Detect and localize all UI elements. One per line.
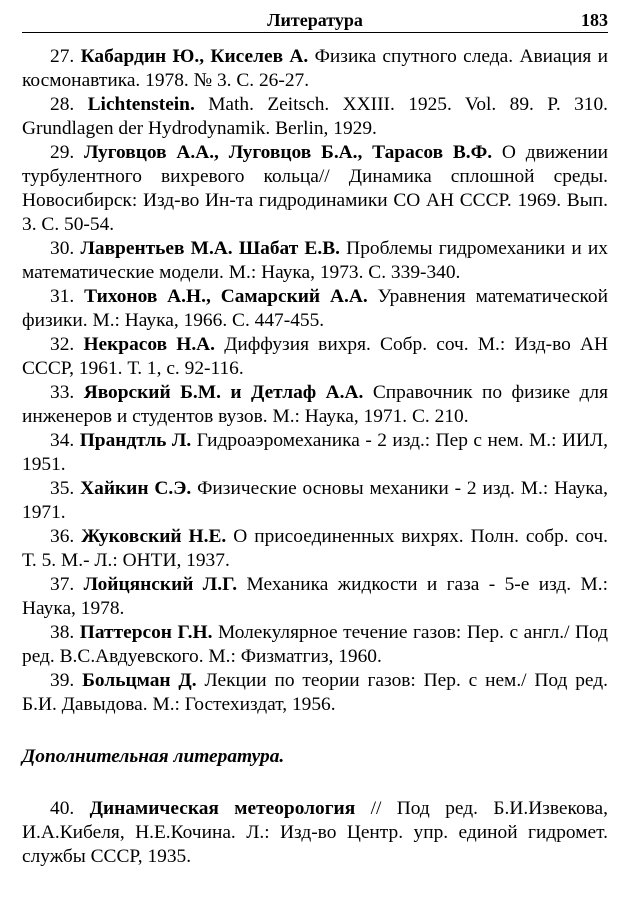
- reference-item: [22, 141, 608, 237]
- reference-text: // Под ред. Б.И.Извекова, И.А.Кибеля, Н.Е.Кочина. Л.: Изд-во Центр. упр. единой гидромет. службы СССР, 1935.: [22, 798, 609, 867]
- page-number: 183: [581, 10, 608, 30]
- reference-item: [22, 381, 608, 429]
- reference-author: Яворский Б.М. и Детлаф А.А.: [83, 382, 364, 403]
- reference-text: Гидроаэромеханика - 2 изд.: Пер с нем. М.: ИИЛ, 1951.: [22, 430, 608, 475]
- reference-item: [22, 237, 608, 285]
- reference-author: Лаврентьев М.А. Шабат Е.В.: [80, 238, 340, 259]
- reference-text: Диффузия вихря. Собр. соч. М.: Изд-во АН СССР, 1961. Т. 1, с. 92-116.: [22, 334, 608, 379]
- reference-item: [22, 669, 608, 717]
- reference-number: 40.: [50, 798, 75, 819]
- reference-author: Хайкин С.Э.: [80, 478, 192, 499]
- reference-item: [22, 573, 608, 621]
- reference-number: 37.: [50, 574, 75, 595]
- reference-item: [22, 333, 608, 381]
- reference-number: 33.: [50, 382, 75, 403]
- reference-number: 30.: [50, 238, 75, 259]
- book-page: [22, 6, 608, 869]
- reference-author: Паттерсон Г.Н.: [79, 622, 213, 643]
- reference-text: Справочник по физике для инженеров и студентов вузов. М.: Наука, 1971. С. 210.: [22, 382, 608, 427]
- reference-text: Уравнения математической физики. М.: Наука, 1966. С. 447-455.: [22, 286, 608, 331]
- reference-author: Тихонов А.Н., Самарский А.А.: [84, 286, 368, 307]
- reference-number: 32.: [50, 334, 75, 355]
- reference-item: [22, 797, 608, 869]
- reference-text: Механика жидкости и газа - 5-е изд. М.: Наука, 1978.: [22, 574, 608, 619]
- additional-literature-heading: Дополнительная литература.: [22, 746, 285, 767]
- reference-author: Луговцов А.А., Луговцов Б.А., Тарасов В.Ф.: [84, 142, 493, 163]
- reference-list: [22, 45, 608, 869]
- reference-number: 36.: [50, 526, 75, 547]
- reference-item: [22, 285, 608, 333]
- reference-number: 29.: [50, 142, 75, 163]
- reference-text: Физика спутного следа. Авиация и космонавтика. 1978. № 3. С. 26-27.: [22, 46, 608, 91]
- running-title: Литература: [267, 10, 363, 30]
- reference-item: [22, 45, 608, 93]
- reference-text: О движении турбулентного вихревого кольца// Динамика сплошной среды. Новосибирск: Изд-во Ин-та гидродинамики СО АН СССР. 1969. Вып. 3. С. 50-54.: [22, 142, 608, 235]
- reference-item: [22, 621, 608, 669]
- reference-item: [22, 93, 608, 141]
- reference-author: Больцман Д.: [82, 670, 197, 691]
- reference-number: 31.: [50, 286, 75, 307]
- reference-number: 38.: [50, 622, 75, 643]
- reference-item: [22, 429, 608, 477]
- reference-author: Прандтль Л.: [79, 430, 192, 451]
- reference-number: 28.: [50, 94, 75, 115]
- reference-author: Кабардин Ю., Киселев А.: [80, 46, 309, 67]
- reference-text: О присоединенных вихрях. Полн. собр. соч. Т. 5. М.- Л.: ОНТИ, 1937.: [22, 526, 608, 571]
- reference-text: Физические основы механики - 2 изд. М.: Наука, 1971.: [22, 478, 608, 523]
- reference-number: 27.: [50, 46, 75, 67]
- reference-text: Проблемы гидромеханики и их математические модели. М.: Наука, 1973. С. 339-340.: [22, 238, 608, 283]
- reference-text: Молекулярное течение газов: Пер. с англ./ Под ред. В.С.Авдуевского. М.: Физматгиз, 1960.: [22, 622, 608, 667]
- reference-author: Жуковский Н.Е.: [81, 526, 227, 547]
- reference-text: Math. Zeitsch. XXIII. 1925. Vol. 89. P. 310. Grundlagen der Hydrodynamik. Berlin, 1929.: [22, 94, 608, 139]
- reference-item: [22, 525, 608, 573]
- reference-item: [22, 477, 608, 525]
- running-header: [22, 6, 608, 33]
- reference-author: Некрасов Н.А.: [83, 334, 216, 355]
- reference-text: Лекции по теории газов: Пер. с нем./ Под ред. Б.И. Давыдова. М.: Гостехиздат, 1956.: [22, 670, 608, 715]
- reference-author: Lichtenstein.: [87, 94, 195, 115]
- reference-author: Динамическая метеорология: [89, 798, 356, 819]
- reference-number: 35.: [50, 478, 75, 499]
- reference-author: Лойцянский Л.Г.: [83, 574, 238, 595]
- reference-number: 39.: [50, 670, 75, 691]
- reference-number: 34.: [50, 430, 75, 451]
